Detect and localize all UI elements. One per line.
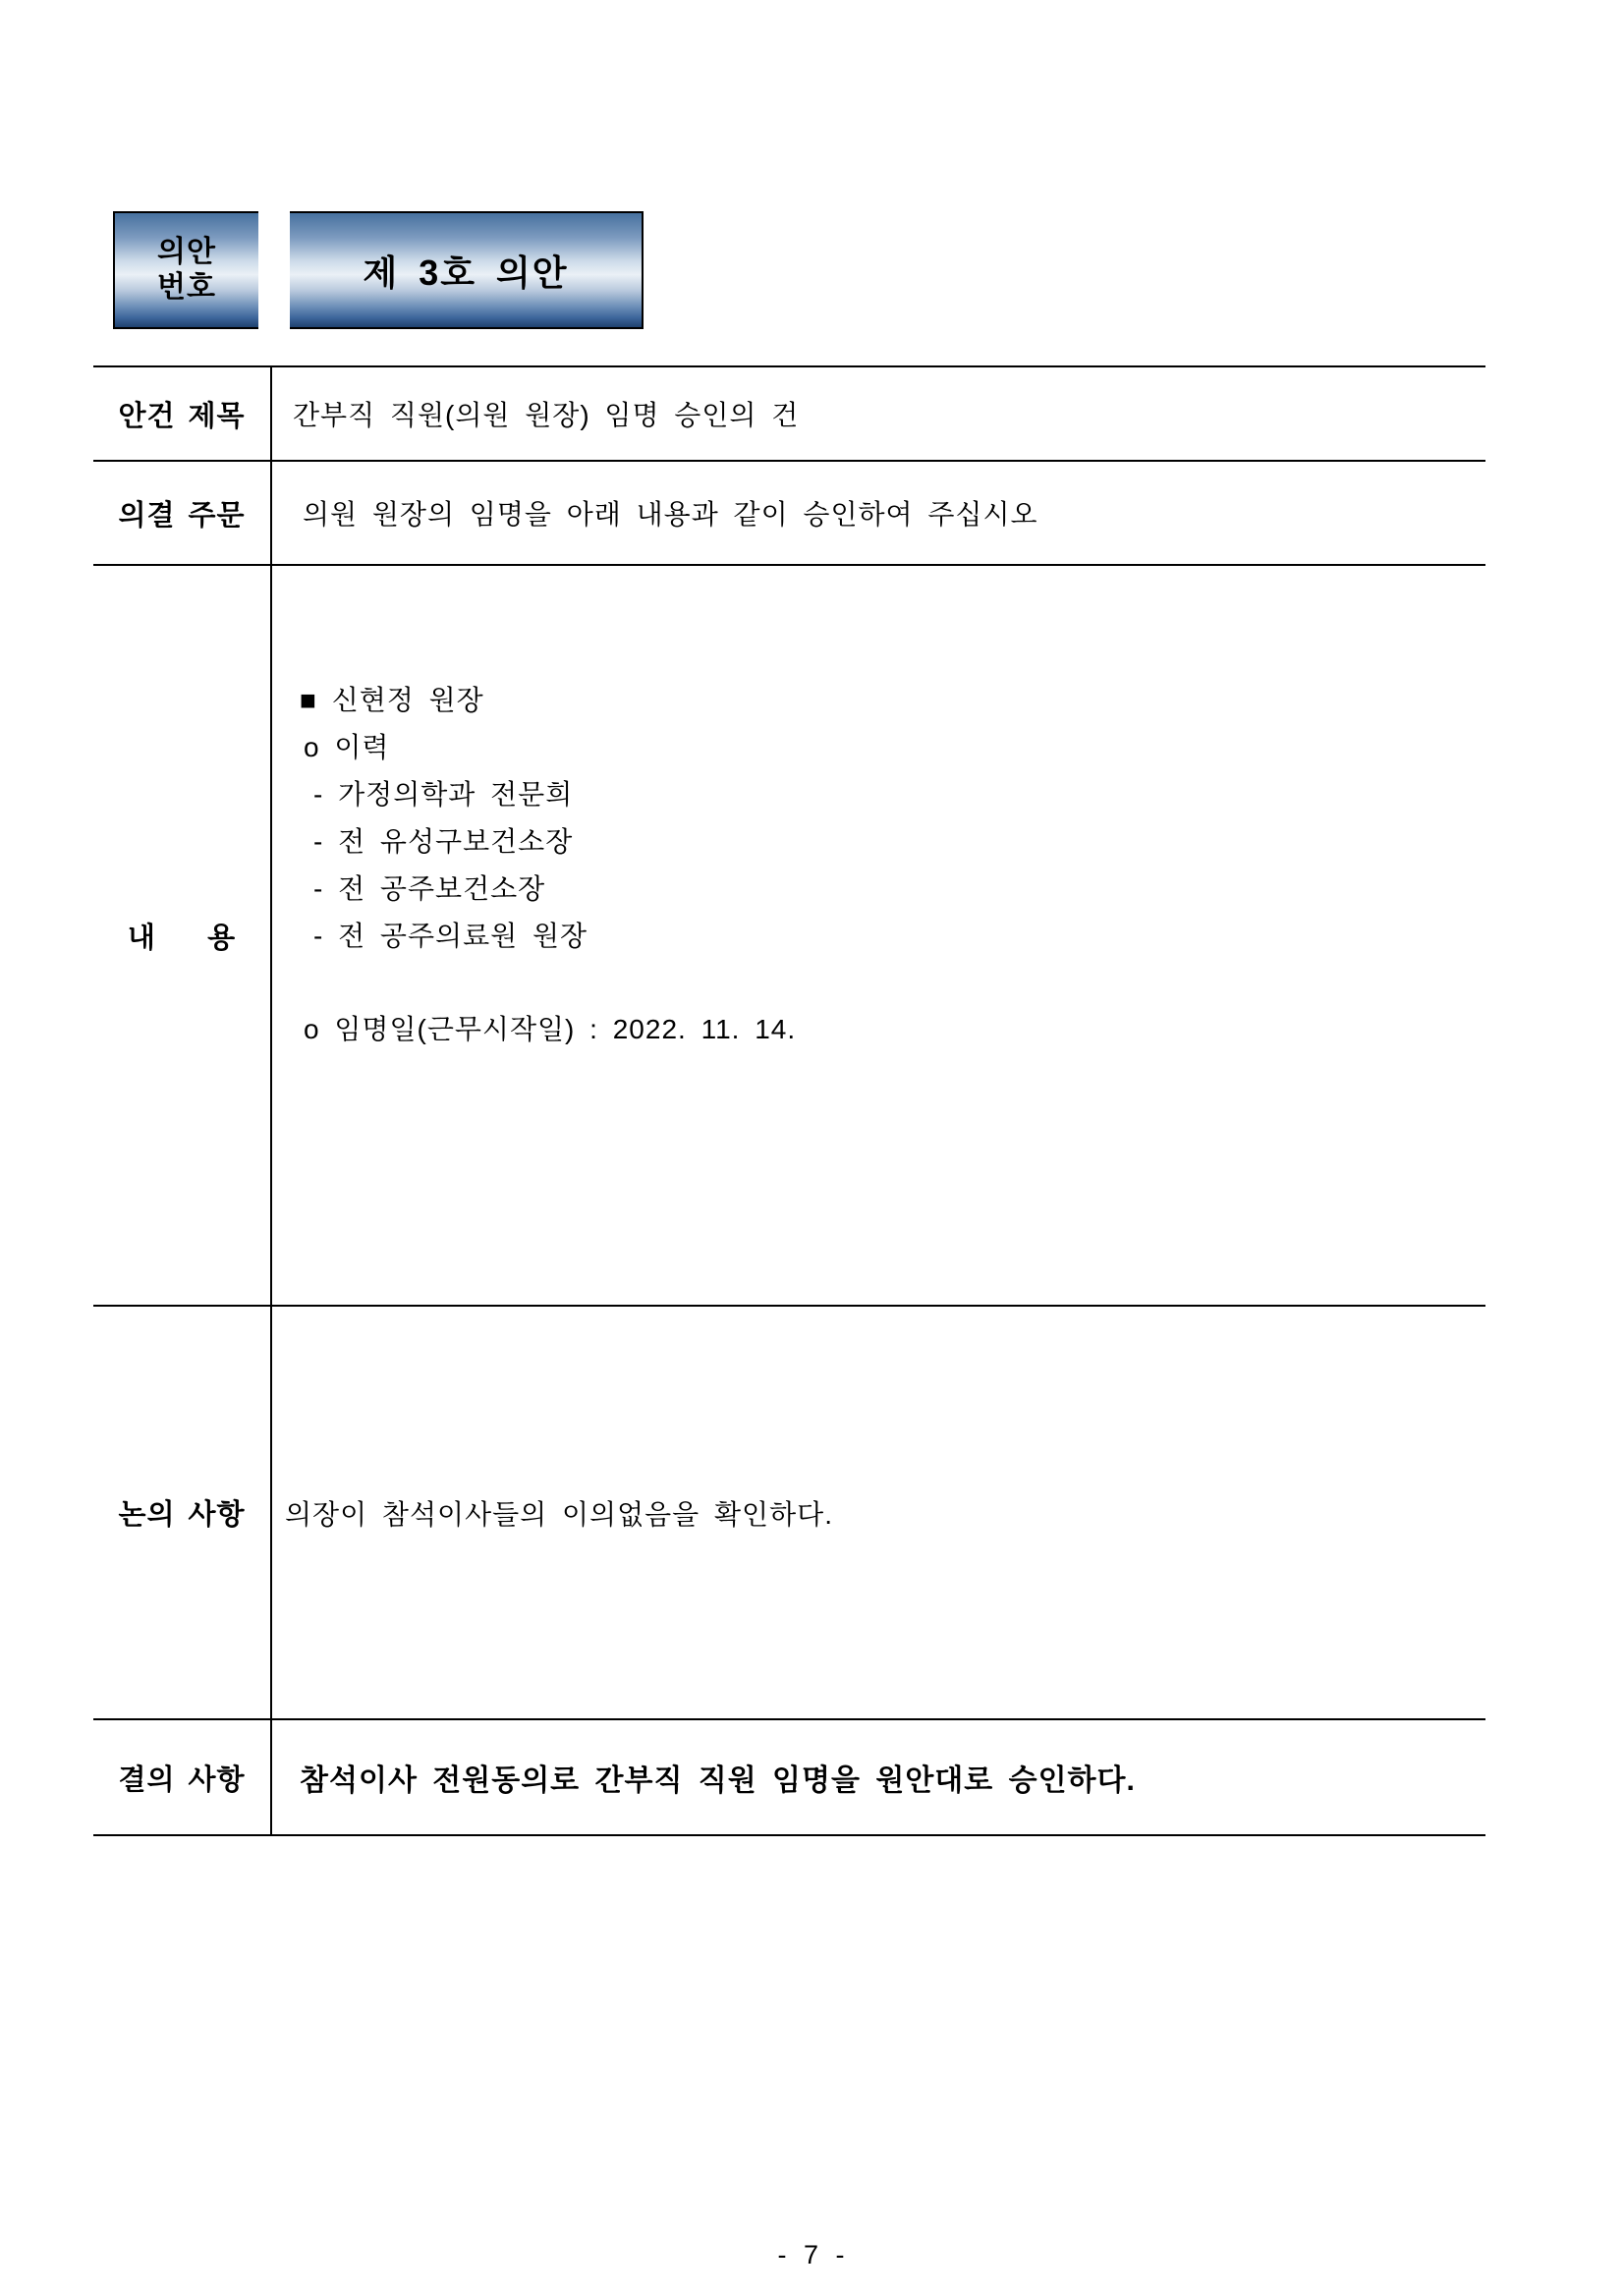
agenda-title-box bbox=[290, 211, 644, 329]
content-line: o 임명일(근무시작일) : 2022. 11. 14. bbox=[304, 1014, 797, 1044]
content-line: - 전 유성구보건소장 bbox=[313, 826, 574, 857]
content-line: ■ 신현정 원장 bbox=[300, 685, 484, 715]
content-line: - 전 공주보건소장 bbox=[313, 873, 546, 904]
badge-gap bbox=[258, 211, 290, 329]
table-row-agenda-title bbox=[93, 367, 1485, 462]
row-label-details: 내 용 bbox=[93, 566, 272, 1305]
table-row-resolution-request bbox=[93, 462, 1485, 566]
content-line: o 이력 bbox=[304, 732, 390, 762]
content-line: - 전 공주의료원 원장 bbox=[313, 921, 588, 951]
agenda-number-badge bbox=[113, 211, 644, 329]
row-content-resolution: 참석이사 전원동의로 간부직 직원 임명을 원안대로 승인하다. bbox=[300, 1764, 1136, 1797]
row-content-agenda-title: 간부직 직원(의원 원장) 임명 승인의 건 bbox=[293, 400, 800, 430]
row-content-details bbox=[272, 566, 1485, 1305]
table-row-details bbox=[93, 566, 1485, 1307]
agenda-number-label-box bbox=[113, 211, 258, 329]
row-label-agenda-title: 안건 제목 bbox=[93, 367, 272, 460]
agenda-number-label-line2: 번호 bbox=[157, 271, 216, 304]
row-label-resolution-request: 의결 주문 bbox=[93, 462, 272, 564]
row-content-discussion: 의장이 참석이사들의 이의없음을 확인하다. bbox=[285, 1498, 833, 1530]
row-label-resolution: 결의 사항 bbox=[93, 1720, 272, 1834]
content-line: - 가정의학과 전문희 bbox=[313, 779, 574, 810]
table-row-discussion bbox=[93, 1307, 1485, 1720]
agenda-title-text: 제 3호 의안 bbox=[363, 252, 569, 293]
agenda-table bbox=[93, 365, 1485, 1836]
agenda-number-label-line1: 의안 bbox=[157, 236, 216, 268]
page-number: - 7 - bbox=[777, 2240, 847, 2269]
table-row-resolution bbox=[93, 1720, 1485, 1836]
row-content-resolution-request: 의원 원장의 임명을 아래 내용과 같이 승인하여 주십시오 bbox=[303, 499, 1038, 530]
row-label-discussion: 논의 사항 bbox=[93, 1307, 272, 1718]
